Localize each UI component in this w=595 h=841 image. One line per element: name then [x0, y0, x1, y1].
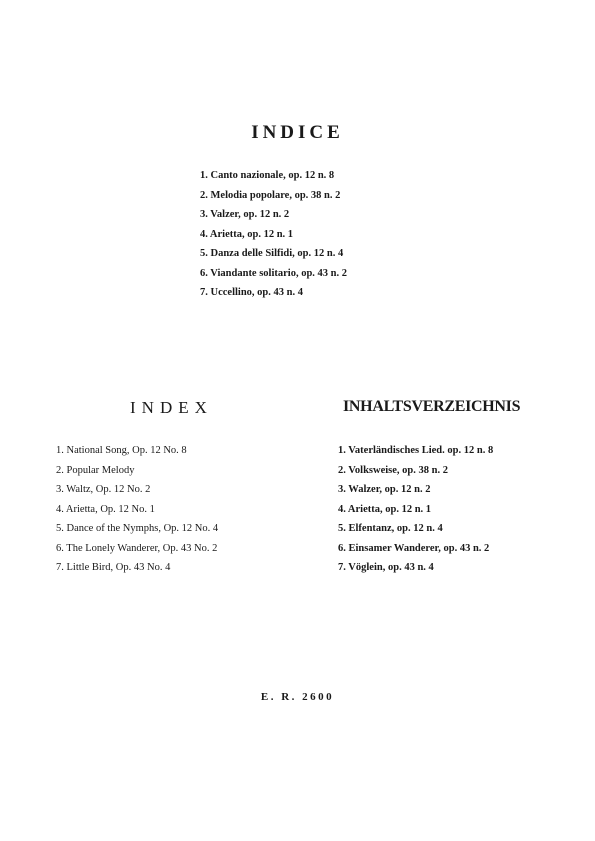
index-item: 6. The Lonely Wanderer, Op. 43 No. 2 [56, 542, 218, 554]
indice-title: INDICE [251, 122, 344, 143]
index-item: 4. Arietta, Op. 12 No. 1 [56, 503, 155, 515]
inhaltsverzeichnis-item: 5. Elfentanz, op. 12 n. 4 [338, 523, 443, 534]
index-item: 3. Waltz, Op. 12 No. 2 [56, 484, 151, 495]
inhaltsverzeichnis-item: 6. Einsamer Wanderer, op. 43 n. 2 [338, 542, 490, 554]
index-list [56, 441, 218, 578]
catalog-number: E. R. 2600 [260, 691, 335, 703]
inhaltsverzeichnis-item: 3. Walzer, op. 12 n. 2 [338, 484, 431, 495]
index-item: 5. Dance of the Nymphs, Op. 12 No. 4 [56, 523, 219, 534]
indice-item: 5. Danza delle Silfidi, op. 12 n. 4 [200, 248, 344, 259]
indice-item: 7. Uccellino, op. 43 n. 4 [200, 287, 303, 298]
inhaltsverzeichnis-list [338, 441, 493, 578]
inhaltsverzeichnis-item: 4. Arietta, op. 12 n. 1 [338, 503, 432, 515]
indice-list [200, 166, 347, 303]
index-item: 2. Popular Melody [56, 464, 135, 476]
indice-item: 6. Viandante solitario, op. 43 n. 2 [200, 267, 348, 279]
inhaltsverzeichnis-title: INHALTSVERZEICHNIS [343, 398, 521, 415]
indice-item: 4. Arietta, op. 12 n. 1 [200, 228, 294, 240]
index-item: 7. Little Bird, Op. 43 No. 4 [56, 562, 171, 573]
indice-item: 3. Valzer, op. 12 n. 2 [200, 209, 290, 220]
inhaltsverzeichnis-item: 2. Volksweise, op. 38 n. 2 [338, 464, 448, 476]
indice-item: 1. Canto nazionale, op. 12 n. 8 [200, 170, 335, 181]
index-title: INDEX [130, 398, 213, 417]
index-item: 1. National Song, Op. 12 No. 8 [56, 445, 187, 456]
inhaltsverzeichnis-item: 7. Vöglein, op. 43 n. 4 [338, 562, 434, 573]
inhaltsverzeichnis-item: 1. Vaterländisches Lied. op. 12 n. 8 [338, 445, 494, 456]
indice-item: 2. Melodia popolare, op. 38 n. 2 [200, 189, 341, 201]
